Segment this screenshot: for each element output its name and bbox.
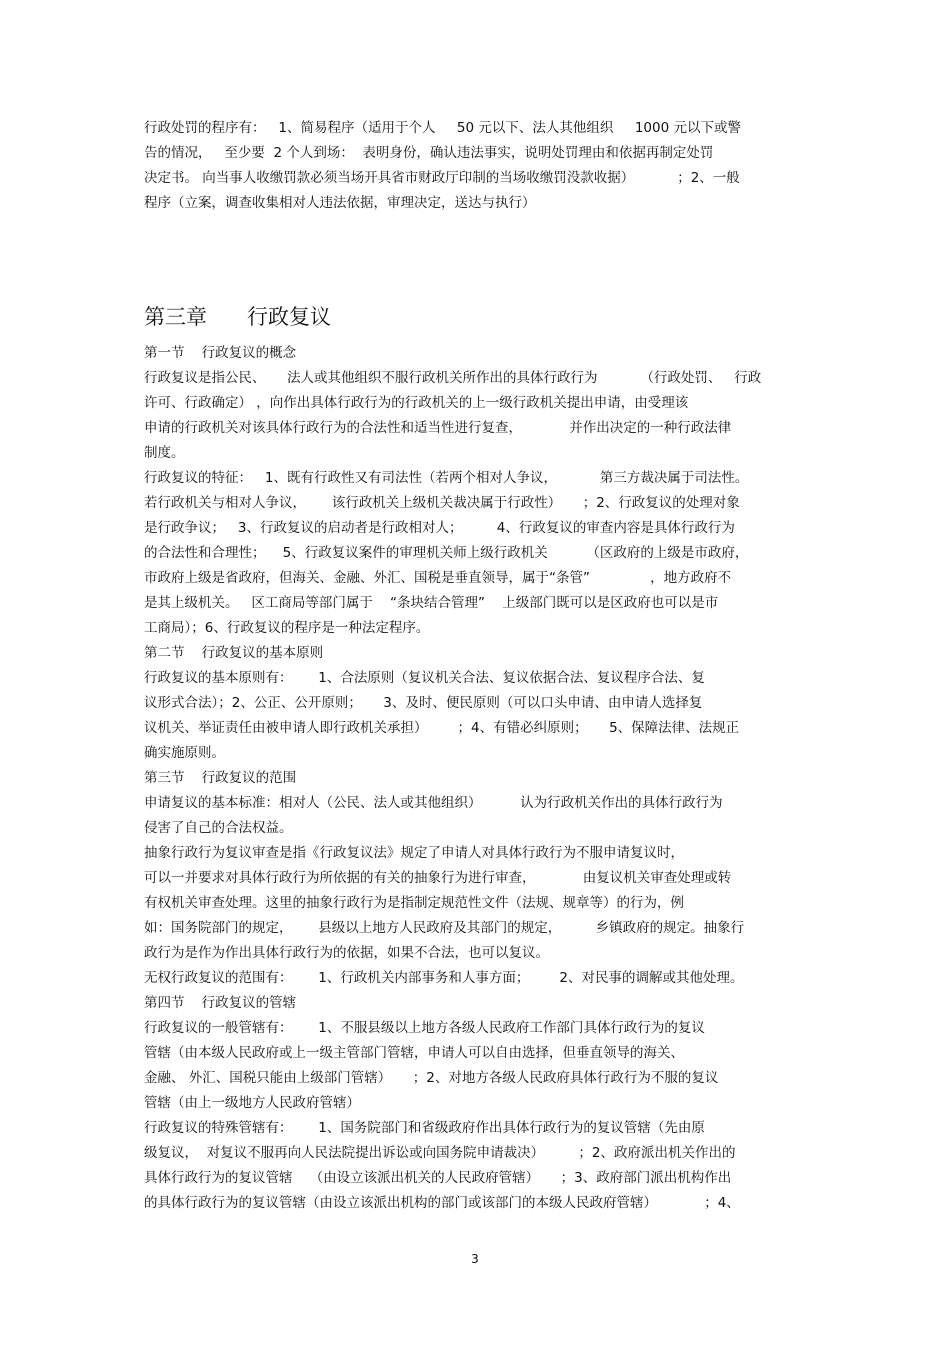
body-line: 管辖（由本级人民政府或上一级主管部门管辖，申请人可以自由选择，但垂直领导的海关、 [144,1045,684,1061]
body-line: 行政复议的特殊管辖有： 1、国务院部门和省级政府作出具体行政行为的复议管辖（先由原 [144,1120,705,1136]
body-line: 侵害了自己的合法权益。 [144,820,293,836]
body-line: 议形式合法）；2、公正、公开原则； 3、及时、便民原则（可以口头申请、由申请人选择复 [144,695,703,711]
body-line: 的合法性和合理性； 5、行政复议案件的审理机关师上级行政机关 （区政府的上级是市政府， [144,545,749,561]
body-line: 议机关、举证责任由被申请人即行政机关承担） ；4、有错必纠原则； 5、保障法律、法规正 [144,720,740,736]
body-line: 管辖（由上一级地方人民政府管辖） [144,1095,360,1111]
body-line: 申请复议的基本标准：相对人（公民、法人或其他组织） 认为行政机关作出的具体行政行为 [144,795,723,811]
body-line: 政行为是作为作出具体行政行为的依据，如果不合法，也可以复议。 [144,945,549,961]
body-line: 确实施原则。 [144,745,225,761]
body-line: 金融、 外汇、国税只能由上级部门管辖） ；2、对地方各级人民政府具体行政行为不服的复议 [144,1070,719,1086]
body-line: 级复议， 对复议不服再向人民法院提出诉讼或向国务院申请裁决） ；2、政府派出机关作出的 [144,1145,736,1161]
body-line: 行政复议的一般管辖有： 1、不服县级以上地方各级人民政府工作部门具体行政行为的复议 [144,1020,705,1036]
body-line: 工商局）；6、行政复议的程序是一种法定程序。 [144,620,430,636]
body-line: 是行政争议； 3、行政复议的启动者是行政相对人； 4、行政复议的审查内容是具体行政行为 [144,520,735,536]
body-line: 如：国务院部门的规定， 县级以上地方人民政府及其部门的规定， 乡镇政府的规定。抽象行 [144,920,745,936]
body-line: 市政府上级是省政府，但海关、金融、外汇、国税是垂直领导，属于“条管” ，地方政府不 [144,570,732,586]
chapter-title: 第三章 行政复议 [144,305,332,329]
intro-line: 决定书。 向当事人收缴罚款必须当场开具省市财政厅印制的当场收缴罚没款收据） ；2、一般 [144,170,740,186]
section-heading: 第三节 行政复议的范围 [144,770,297,786]
body-line: 行政复议的基本原则有： 1、合法原则（复议机关合法、复议依据合法、复议程序合法、复 [144,670,705,686]
body-line: 抽象行政行为复议审查是指《行政复议法》规定了申请人对具体行政行为不服申请复议时， [144,845,684,861]
intro-line: 行政处罚的程序有： 1、简易程序（适用于个人 50 元以下、法人其他组织 1000 元以下或警 [144,120,741,136]
intro-line: 程序（立案，调查收集相对人违法依据，审理决定，送达与执行） [144,195,536,211]
body-line: 许可、行政确定） ，向作出具体行政行为的行政机关的上一级行政机关提出申请，由受理该 [144,395,689,411]
body-line: 申请的行政机关对该具体行政行为的合法性和适当性进行复查， 并作出决定的一种行政法律 [144,420,732,436]
body-line: 可以一并要求对具体行政行为所依据的有关的抽象行为进行审查， 由复议机关审查处理或转 [144,870,732,886]
body-line: 行政复议的特征： 1、既有行政性又有司法性（若两个相对人争议， 第三方裁决属于司法性。 [144,470,749,486]
body-line: 是其上级机关。 区工商局等部门属于 “条块结合管理” 上级部门既可以是区政府也可以是市 [144,595,719,611]
body-line: 有权机关审查处理。这里的抽象行政行为是指制定规范性文件（法规、规章等）的行为，例 [144,895,684,911]
section-heading: 第一节 行政复议的概念 [144,345,297,361]
body-line: 若行政机关与相对人争议， 该行政机关上级机关裁决属于行政性） ；2、行政复议的处理对象 [144,495,740,511]
section-heading: 第二节 行政复议的基本原则 [144,645,324,661]
body-line: 无权行政复议的范围有： 1、行政机关内部事务和人事方面； 2、对民事的调解或其他处理。 [144,970,744,986]
body-line: 行政复议是指公民、 法人或其他组织不服行政机关所作出的具体行政行为 （行政处罚、 行政 [144,370,762,386]
page-number: 3 [471,1252,479,1266]
body-line: 的具体行政行为的复议管辖（由设立该派出机构的部门或该部门的本级人民政府管辖） ；4、 [144,1195,740,1211]
section-heading: 第四节 行政复议的管辖 [144,995,297,1011]
body-line: 具体行政行为的复议管辖 （由设立该派出机关的人民政府管辖） ；3、政府部门派出机构作出 [144,1170,732,1186]
body-line: 制度。 [144,445,185,461]
intro-line: 告的情况， 至少要 2 个人到场： 表明身份，确认违法事实，说明处罚理由和依据再制定处罚 [144,145,714,161]
